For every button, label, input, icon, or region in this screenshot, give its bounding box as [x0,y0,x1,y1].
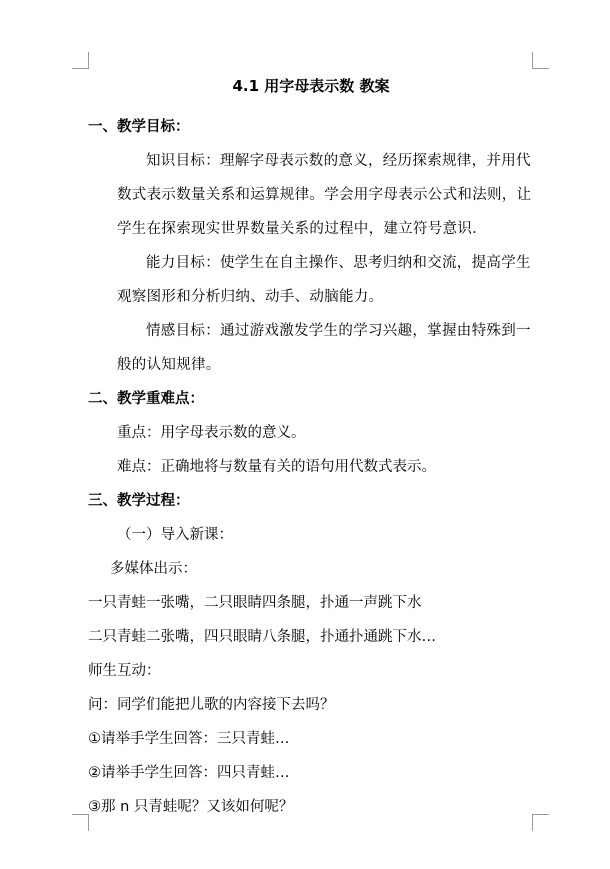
emotion-goal-paragraph: 情感目标：通过游戏激发学生的学习兴趣，掌握由特殊到一般的认知规律。 [117,323,531,373]
difficulty-text: 难点：正确地将与数量有关的语句用代数式表示。 [117,459,436,475]
section-heading-goals: 一、教学目标： [88,119,190,135]
crop-mark-top-left [72,52,89,69]
knowledge-goal-paragraph: 知识目标：理解字母表示数的意义，经历探索规律，并用代数式表示数量关系和运算规律。学会用字母表示公式和法则，让学生在探索现实世界数量关系的过程中，建立符号意识． [117,153,532,237]
key-point-text: 重点：用字母表示数的意义。 [117,425,306,441]
rhyme-line-2: 二只青蛙二张嘴，四只眼睛八条腿，扑通扑通跳下水… [88,629,436,645]
question-line: 问：同学们能把儿歌的内容接下去吗？ [88,697,335,713]
media-display-label: 多媒体出示： [110,561,197,577]
crop-mark-bottom-right [532,814,549,831]
answer-line-3: ③那 n 只青蛙呢？又该如何呢？ [88,799,294,815]
intro-step: （一）导入新课： [117,527,233,543]
answer-line-1: ①请举手学生回答：三只青蛙… [88,731,290,747]
rhyme-line-1: 一只青蛙一张嘴，二只眼睛四条腿，扑通一声跳下水 [88,595,422,611]
interaction-label: 师生互动： [88,663,161,679]
crop-mark-bottom-left [72,814,89,831]
ability-goal-paragraph: 能力目标：使学生在自主操作、思考归纳和交流，提高学生观察图形和分析归纳、动手、动脑能力。 [117,255,531,305]
document-title: 4.1 用字母表示数 教案 [232,77,390,95]
section-heading-process: 三、教学过程： [88,493,190,509]
section-heading-key-points: 二、教学重难点： [88,391,204,407]
document-page [88,76,534,824]
answer-line-2: ②请举手学生回答：四只青蛙… [88,765,290,781]
crop-mark-top-right [532,52,549,69]
